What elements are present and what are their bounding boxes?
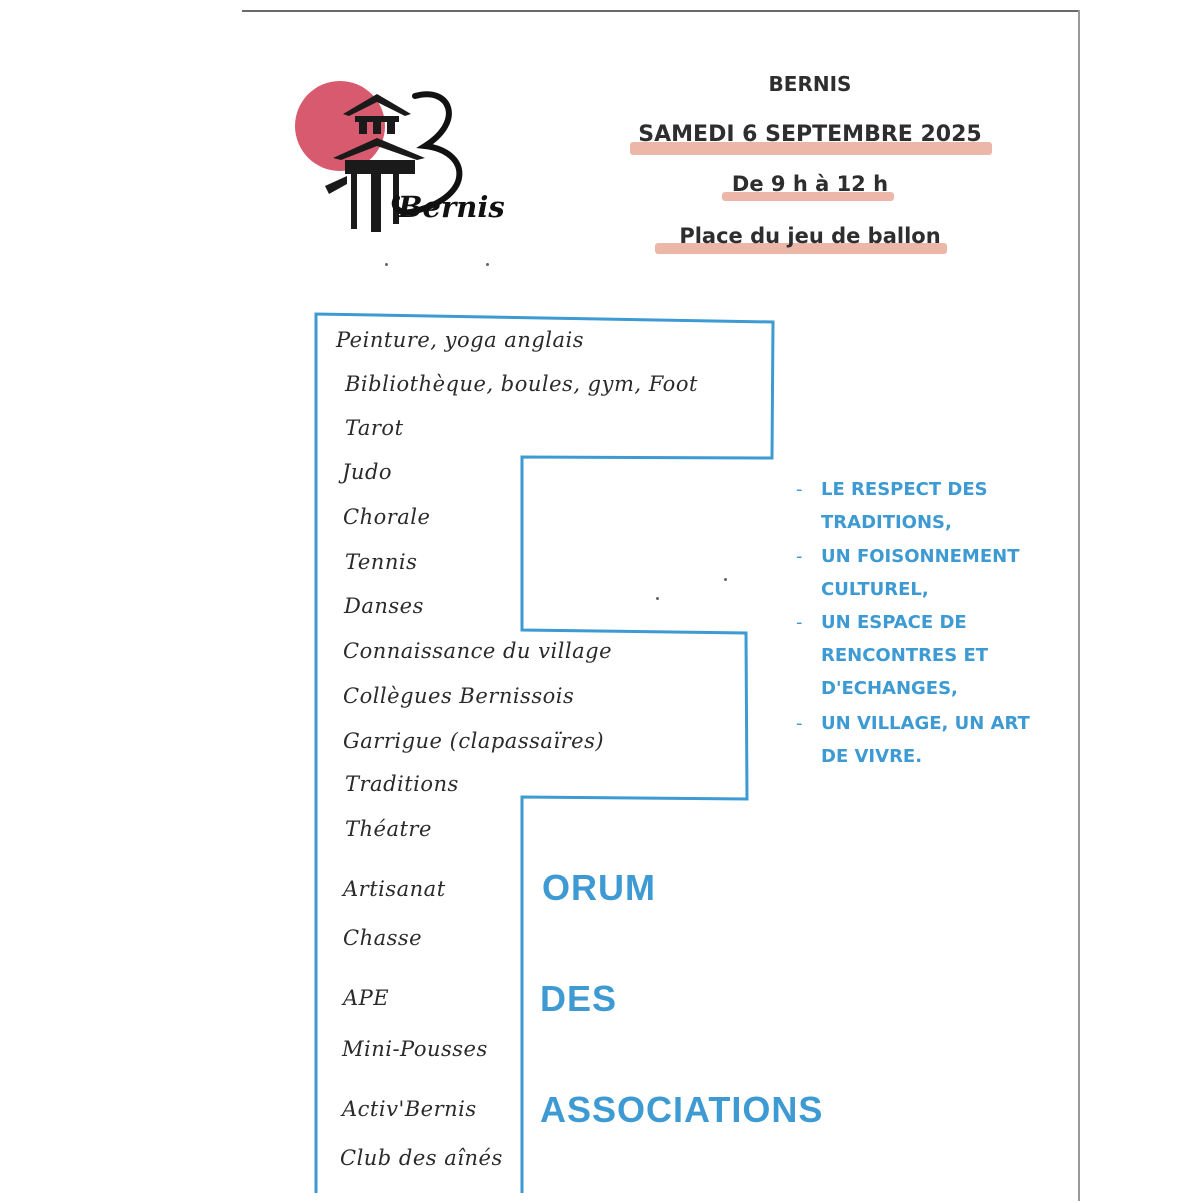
association-item: Danses bbox=[344, 594, 424, 618]
scan-speck bbox=[486, 263, 489, 266]
scan-speck bbox=[724, 578, 727, 581]
scan-speck bbox=[656, 597, 659, 600]
association-item: Tennis bbox=[345, 550, 418, 574]
association-item: Activ'Bernis bbox=[342, 1097, 477, 1121]
slogan-4: - UN VILLAGE, UN ART DE VIVRE. bbox=[796, 713, 1030, 767]
association-item: Théatre bbox=[345, 817, 432, 841]
association-item: Collègues Bernissois bbox=[343, 684, 575, 708]
header-city: BERNIS bbox=[768, 72, 852, 96]
association-item: Artisanat bbox=[343, 877, 446, 901]
header-time: De 9 h à 12 h bbox=[731, 172, 889, 196]
association-item: Tarot bbox=[345, 416, 404, 440]
logo-word: Bernis bbox=[398, 190, 505, 224]
scan-speck bbox=[385, 263, 388, 266]
header-date: SAMEDI 6 SEPTEMBRE 2025 bbox=[638, 122, 982, 147]
page-edge bbox=[1078, 10, 1080, 1201]
association-item: Chorale bbox=[343, 505, 431, 529]
forum-word-associations: ASSOCIATIONS bbox=[540, 1089, 824, 1130]
association-item: Mini-Pousses bbox=[342, 1037, 488, 1061]
association-item: Traditions bbox=[345, 772, 459, 796]
association-item: APE bbox=[343, 986, 390, 1010]
slogan-1: - LE RESPECT DES TRADITIONS, bbox=[796, 479, 988, 533]
association-item: Bibliothèque, boules, gym, Foot bbox=[345, 372, 698, 396]
header-place: Place du jeu de ballon bbox=[679, 224, 941, 248]
slogan-3: - UN ESPACE DE RENCONTRES ET D'ECHANGES, bbox=[796, 612, 989, 699]
association-item: Judo bbox=[342, 460, 393, 484]
association-item: Peinture, yoga anglais bbox=[336, 328, 584, 352]
forum-word-orum: ORUM bbox=[542, 867, 656, 908]
association-item: Club des aînés bbox=[340, 1146, 503, 1170]
slogan-2: - UN FOISONNEMENT CULTUREL, bbox=[796, 546, 1020, 600]
association-item: Garrigue (clapassaïres) bbox=[343, 729, 605, 753]
forum-word-des: DES bbox=[540, 978, 618, 1019]
association-item: Chasse bbox=[343, 926, 423, 950]
association-item: Connaissance du village bbox=[343, 639, 613, 663]
